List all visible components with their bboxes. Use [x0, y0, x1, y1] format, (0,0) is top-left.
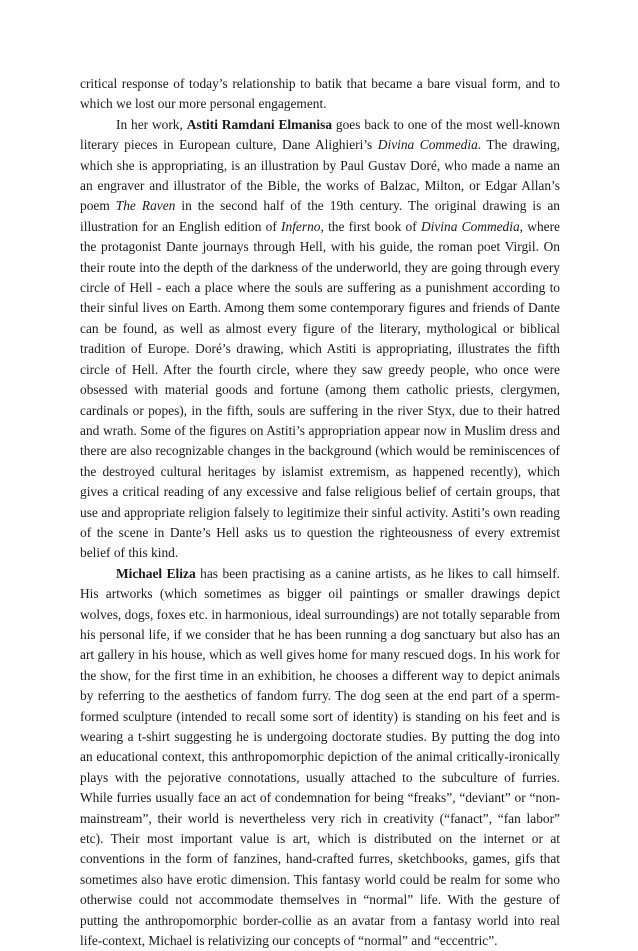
text-segment: in the second half of the 19th century. The original drawing is an illustration for an English edition of — [80, 198, 560, 234]
text-segment: , the first book of — [320, 218, 421, 234]
work-title: Divina Commedia — [377, 137, 478, 153]
text-segment: , where the protagonist Dante journays through Hell, with his guide, the roman poet Virgil. On their route into the depth of the darkness of the underworld, they are going through every circle of Hell - each a place where the souls are suffering as a punishment according to their sinful lives on Earth. Among them some contemporary figures and friends of Dante can be found, as well as almost every figure of the literary, mythological or biblical tradition of Europe. Doré’s drawing, which Astiti is appropriating, illustrates the fifth circle of Hell. After the fourth circle, where they saw greedy people, who once were obsessed with material goods and fortune (among them catholic priests, clergymen, cardinals or popes), in the fifth, souls are suffering in the river Styx, due to their hatred and wrath. Some of the figures on Astiti’s appropriation appear now in Muslim dress and there are also recognizable changes in the background (which would be reminiscences of the destroyed cultural heritages by islamist extremism, as happened recently), which gives a critical reading of any excessive and false religious belief of certain groups, that use and appropriate religion falsely to legitimize their sinful activity. Astiti’s own reading of the scene in Dante’s Hell asks us to question the righteousness of every extremist belief of this kind. — [80, 218, 560, 561]
document-body — [80, 74, 560, 951]
artist-name: Astiti Ramdani Elmanisa — [186, 116, 333, 132]
paragraph-2 — [80, 115, 560, 564]
paragraph-1 — [80, 74, 560, 115]
work-title: Divina Commedia — [420, 218, 520, 234]
paragraph-3 — [80, 564, 560, 951]
work-title: The Raven — [115, 198, 176, 214]
text-segment: critical response of today’s relationship to batik that became a bare visual form, and to which we lost our more personal engagement. — [80, 76, 560, 112]
text-segment: goes back to one of the most well-known literary pieces in European culture, Dane Alighieri’s — [80, 116, 561, 153]
text-segment: . The drawing, which she is appropriating, is an illustration by Paul Gustav Doré, who made a name an an engraver and illustrator of the Bible, the works of Balzac, Milton, or Edgar Allan’s poem — [80, 137, 560, 214]
text-segment: In her work, — [116, 116, 187, 132]
work-title: Inferno — [281, 218, 321, 234]
text-segment: has been practising as a canine artists, as he likes to call himself. His artworks (which sometimes as bigger oil paintings or smaller drawings depict wolves, dogs, foxes etc. in harmonious, ideal surroundings) are not totally separable from his personal life, if we consider that he has been running a dog sanctuary but also has an art gallery in his house, which as well gives home for many rescued dogs. In his work for the show, for the first time in an exhibition, he chooses a different way to depict animals by referring to the aesthetics of fandom furry. The dog seen at the end part of a sperm-formed sculpture (intended to recall some sort of identity) is standing on his feet and is wearing a t-shirt suggesting he is undergoing doctorate studies. By putting the dog into an educational context, this anthropomorphic depiction of the animal critically-ironically plays with the pejorative connotations, usually attached to the subculture of furries. While furries usually face an act of condemnation for being “freaks”, “deviant” or “non-mainstream”, their world is nevertheless very rich in creativity (“fanact”, “fan labor” etc). Their most important value is art, which is distributed on the internet or at conventions in the form of fanzines, hand-crafted furres, sketchbooks, games, gifs that sometimes also have erotic dimension. This fantasy world could be realm for some who otherwise could not accommodate themselves in “normal” life. With the gesture of putting the anthropomorphic border-collie as an avatar from a fantasy world into real life-context, Michael is relativizing our concepts of “normal” and “eccentric”. — [80, 565, 560, 949]
artist-name: Michael Eliza — [116, 565, 196, 581]
